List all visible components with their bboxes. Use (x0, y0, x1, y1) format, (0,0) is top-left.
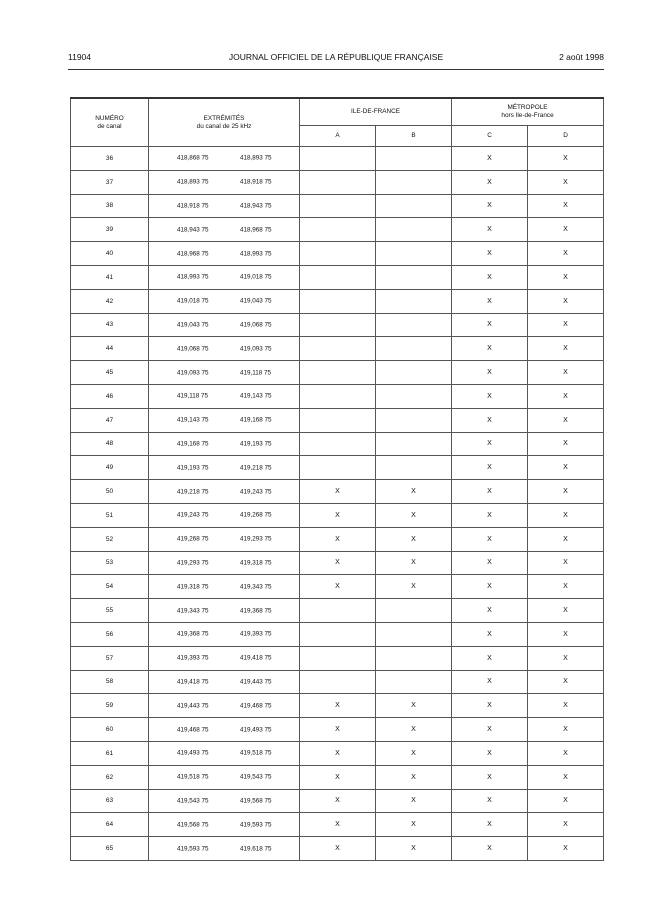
mark-d: X (528, 313, 604, 337)
mark-b (376, 313, 452, 337)
header-rule (68, 69, 604, 70)
mark-c: X (452, 361, 528, 385)
header-numero-line2: de canal (97, 122, 122, 130)
channel-number: 55 (71, 599, 149, 623)
header-numero (71, 98, 149, 147)
table-row (71, 789, 604, 813)
frequency-to: 419,493 75 (240, 726, 272, 734)
mark-c: X (452, 789, 528, 813)
channel-number: 44 (71, 337, 149, 361)
mark-c: X (452, 718, 528, 742)
channel-extremities (149, 456, 300, 480)
mark-b: X (376, 741, 452, 765)
mark-c: X (452, 194, 528, 218)
mark-b: X (376, 480, 452, 504)
mark-c: X (452, 289, 528, 313)
channel-number: 64 (71, 813, 149, 837)
frequency-to: 418,893 75 (240, 154, 272, 162)
mark-b: X (376, 527, 452, 551)
mark-a: X (300, 789, 376, 813)
table-row (71, 575, 604, 599)
channel-number: 36 (71, 147, 149, 171)
mark-c: X (452, 599, 528, 623)
mark-c: X (452, 741, 528, 765)
frequency-from: 419,568 75 (177, 821, 209, 829)
mark-c: X (452, 813, 528, 837)
mark-b: X (376, 503, 452, 527)
channel-extremities (149, 527, 300, 551)
channel-number: 63 (71, 789, 149, 813)
channel-extremities (149, 432, 300, 456)
channel-extremities (149, 813, 300, 837)
mark-c: X (452, 527, 528, 551)
channel-number: 58 (71, 670, 149, 694)
mark-d: X (528, 337, 604, 361)
mark-c: X (452, 456, 528, 480)
mark-b: X (376, 551, 452, 575)
mark-b (376, 384, 452, 408)
mark-d: X (528, 622, 604, 646)
table-row (71, 313, 604, 337)
table-row (71, 170, 604, 194)
mark-b (376, 170, 452, 194)
frequency-from: 419,293 75 (177, 559, 209, 567)
table-row (71, 147, 604, 171)
channel-extremities (149, 218, 300, 242)
frequency-from: 419,318 75 (177, 583, 209, 591)
table-body (71, 147, 604, 861)
mark-b (376, 408, 452, 432)
mark-a (300, 242, 376, 266)
channel-number: 43 (71, 313, 149, 337)
mark-c: X (452, 313, 528, 337)
frequency-from: 419,493 75 (177, 749, 209, 757)
frequency-to: 419,018 75 (240, 273, 272, 281)
table-row (71, 361, 604, 385)
mark-d: X (528, 527, 604, 551)
table-row (71, 837, 604, 861)
mark-d: X (528, 289, 604, 313)
channel-number: 42 (71, 289, 149, 313)
mark-b (376, 670, 452, 694)
mark-a: X (300, 741, 376, 765)
mark-b (376, 456, 452, 480)
mark-c: X (452, 218, 528, 242)
frequency-to: 419,218 75 (240, 464, 272, 472)
frequency-to: 419,593 75 (240, 821, 272, 829)
mark-c: X (452, 575, 528, 599)
mark-c: X (452, 837, 528, 861)
channel-number: 54 (71, 575, 149, 599)
mark-b (376, 337, 452, 361)
mark-d: X (528, 194, 604, 218)
frequency-to: 419,318 75 (240, 559, 272, 567)
mark-d: X (528, 789, 604, 813)
channel-extremities (149, 670, 300, 694)
mark-b (376, 218, 452, 242)
channel-number: 41 (71, 265, 149, 289)
mark-d: X (528, 813, 604, 837)
channel-extremities (149, 194, 300, 218)
mark-a: X (300, 575, 376, 599)
mark-a: X (300, 551, 376, 575)
channel-extremities (149, 480, 300, 504)
mark-b: X (376, 813, 452, 837)
table-row (71, 813, 604, 837)
table-row (71, 503, 604, 527)
mark-d: X (528, 218, 604, 242)
frequency-from: 419,443 75 (177, 702, 209, 710)
header-col-d: D (528, 126, 604, 147)
channel-number: 48 (71, 432, 149, 456)
header-extremites-line2: du canal de 25 kHz (196, 122, 252, 130)
frequency-to: 419,393 75 (240, 630, 272, 638)
table-row (71, 456, 604, 480)
frequency-from: 418,968 75 (177, 250, 209, 258)
channel-number: 57 (71, 646, 149, 670)
channel-number: 51 (71, 503, 149, 527)
frequency-from: 419,218 75 (177, 488, 209, 496)
channel-extremities (149, 289, 300, 313)
mark-a: X (300, 837, 376, 861)
mark-d: X (528, 265, 604, 289)
mark-a (300, 599, 376, 623)
mark-c: X (452, 265, 528, 289)
table-row (71, 551, 604, 575)
frequency-to: 418,993 75 (240, 250, 272, 258)
mark-b: X (376, 575, 452, 599)
frequency-from: 418,943 75 (177, 226, 209, 234)
table-row (71, 599, 604, 623)
header-ile-de-france: ILE-DE-FRANCE (300, 98, 452, 126)
table-row (71, 265, 604, 289)
mark-c: X (452, 765, 528, 789)
frequency-from: 419,243 75 (177, 511, 209, 519)
mark-a (300, 337, 376, 361)
table-header (71, 98, 604, 147)
frequency-to: 419,543 75 (240, 773, 272, 781)
header-col-a: A (300, 126, 376, 147)
frequency-from: 419,168 75 (177, 440, 209, 448)
frequency-from: 419,193 75 (177, 464, 209, 472)
mark-a (300, 147, 376, 171)
mark-c: X (452, 646, 528, 670)
mark-c: X (452, 551, 528, 575)
channel-number: 39 (71, 218, 149, 242)
channel-extremities (149, 313, 300, 337)
mark-a: X (300, 813, 376, 837)
frequency-from: 419,268 75 (177, 535, 209, 543)
mark-d: X (528, 170, 604, 194)
channel-extremities (149, 575, 300, 599)
channel-number: 47 (71, 408, 149, 432)
header-metropole (452, 98, 604, 126)
channel-extremities (149, 337, 300, 361)
mark-b (376, 432, 452, 456)
channel-extremities (149, 789, 300, 813)
frequency-from: 419,143 75 (177, 416, 209, 424)
channel-extremities (149, 242, 300, 266)
mark-d: X (528, 480, 604, 504)
header-col-b: B (376, 126, 452, 147)
frequency-from: 419,018 75 (177, 297, 209, 305)
mark-c: X (452, 480, 528, 504)
frequency-to: 419,468 75 (240, 702, 272, 710)
frequency-from: 419,593 75 (177, 845, 209, 852)
frequency-from: 419,518 75 (177, 773, 209, 781)
table-row (71, 432, 604, 456)
frequency-from: 419,043 75 (177, 321, 209, 329)
channel-number: 60 (71, 718, 149, 742)
channel-extremities (149, 384, 300, 408)
channel-number: 62 (71, 765, 149, 789)
table-row (71, 765, 604, 789)
table-row (71, 337, 604, 361)
mark-a: X (300, 480, 376, 504)
mark-d: X (528, 575, 604, 599)
mark-d: X (528, 408, 604, 432)
channel-number: 61 (71, 741, 149, 765)
mark-a (300, 170, 376, 194)
table-row (71, 646, 604, 670)
mark-a (300, 361, 376, 385)
channel-number: 49 (71, 456, 149, 480)
mark-a (300, 313, 376, 337)
mark-d: X (528, 384, 604, 408)
mark-c: X (452, 408, 528, 432)
mark-a (300, 408, 376, 432)
frequency-to: 419,043 75 (240, 297, 272, 305)
frequency-from: 418,918 75 (177, 202, 209, 210)
channel-number: 45 (71, 361, 149, 385)
table-row (71, 718, 604, 742)
mark-d: X (528, 147, 604, 171)
channel-number: 38 (71, 194, 149, 218)
frequency-from: 419,543 75 (177, 797, 209, 805)
mark-d: X (528, 599, 604, 623)
mark-c: X (452, 337, 528, 361)
frequency-from: 419,393 75 (177, 654, 209, 662)
frequency-to: 419,518 75 (240, 749, 272, 757)
mark-d: X (528, 503, 604, 527)
frequency-from: 419,068 75 (177, 345, 209, 353)
channel-extremities (149, 837, 300, 861)
mark-b: X (376, 694, 452, 718)
page-header (68, 52, 604, 66)
mark-b (376, 646, 452, 670)
mark-b: X (376, 765, 452, 789)
frequency-to: 419,418 75 (240, 654, 272, 662)
table-row (71, 194, 604, 218)
mark-b: X (376, 789, 452, 813)
mark-c: X (452, 503, 528, 527)
frequency-to: 419,093 75 (240, 345, 272, 353)
channel-extremities (149, 765, 300, 789)
mark-a: X (300, 694, 376, 718)
table-row (71, 242, 604, 266)
channel-number: 53 (71, 551, 149, 575)
header-numero-line1: NUMÉRO (95, 114, 124, 122)
frequency-to: 419,268 75 (240, 511, 272, 519)
mark-a (300, 289, 376, 313)
mark-b (376, 361, 452, 385)
channel-number: 40 (71, 242, 149, 266)
channel-extremities (149, 718, 300, 742)
frequency-to: 419,068 75 (240, 321, 272, 329)
channel-extremities (149, 147, 300, 171)
header-metropole-line2: hors Ile-de-France (501, 112, 554, 119)
table-row (71, 289, 604, 313)
page-number: 11904 (68, 52, 92, 62)
channel-extremities (149, 265, 300, 289)
table-row (71, 218, 604, 242)
channel-extremities (149, 741, 300, 765)
journal-title: JOURNAL OFFICIEL DE LA RÉPUBLIQUE FRANÇAISE (228, 52, 444, 62)
channel-number: 52 (71, 527, 149, 551)
mark-c: X (452, 384, 528, 408)
mark-a: X (300, 503, 376, 527)
mark-b: X (376, 718, 452, 742)
header-col-c: C (452, 126, 528, 147)
frequency-to: 419,168 75 (240, 416, 272, 424)
table-row (71, 622, 604, 646)
mark-c: X (452, 147, 528, 171)
mark-b (376, 289, 452, 313)
channel-number: 37 (71, 170, 149, 194)
table-row (71, 694, 604, 718)
mark-a (300, 456, 376, 480)
mark-d: X (528, 646, 604, 670)
mark-b (376, 622, 452, 646)
channel-number: 65 (71, 837, 149, 861)
channel-extremities (149, 646, 300, 670)
mark-d: X (528, 432, 604, 456)
channel-extremities (149, 551, 300, 575)
channel-extremities (149, 599, 300, 623)
mark-b (376, 147, 452, 171)
channel-extremities (149, 408, 300, 432)
channel-table (70, 97, 604, 861)
mark-c: X (452, 670, 528, 694)
mark-a (300, 384, 376, 408)
frequency-to: 419,243 75 (240, 488, 272, 496)
mark-b (376, 599, 452, 623)
mark-d: X (528, 361, 604, 385)
mark-c: X (452, 432, 528, 456)
mark-d: X (528, 551, 604, 575)
frequency-to: 419,568 75 (240, 797, 272, 805)
mark-a (300, 194, 376, 218)
mark-d: X (528, 670, 604, 694)
channel-number: 46 (71, 384, 149, 408)
mark-d: X (528, 242, 604, 266)
frequency-from: 419,418 75 (177, 678, 209, 686)
mark-b (376, 242, 452, 266)
mark-d: X (528, 718, 604, 742)
mark-a (300, 646, 376, 670)
mark-d: X (528, 837, 604, 861)
frequency-to: 418,918 75 (240, 178, 272, 186)
mark-d: X (528, 741, 604, 765)
mark-a: X (300, 765, 376, 789)
frequency-to: 419,368 75 (240, 607, 272, 615)
frequency-from: 418,893 75 (177, 178, 209, 186)
mark-b (376, 194, 452, 218)
channel-extremities (149, 694, 300, 718)
frequency-to: 418,943 75 (240, 202, 272, 210)
mark-a (300, 670, 376, 694)
channel-number: 56 (71, 622, 149, 646)
mark-c: X (452, 170, 528, 194)
channel-extremities (149, 622, 300, 646)
mark-a (300, 622, 376, 646)
mark-a (300, 432, 376, 456)
frequency-from: 419,093 75 (177, 369, 209, 377)
frequency-to: 419,343 75 (240, 583, 272, 591)
table-row (71, 480, 604, 504)
channel-number: 50 (71, 480, 149, 504)
frequency-to: 419,193 75 (240, 440, 272, 448)
frequency-to: 419,293 75 (240, 535, 272, 543)
frequency-to: 419,118 75 (240, 369, 272, 377)
frequency-from: 418,993 75 (177, 273, 209, 281)
mark-c: X (452, 694, 528, 718)
frequency-to: 419,443 75 (240, 678, 272, 686)
table-row (71, 384, 604, 408)
mark-c: X (452, 622, 528, 646)
mark-d: X (528, 765, 604, 789)
frequency-from: 418,868 75 (177, 154, 209, 162)
issue-date: 2 août 1998 (559, 52, 604, 62)
header-metropole-line1: MÉTROPOLE (507, 104, 548, 111)
mark-c: X (452, 242, 528, 266)
mark-a: X (300, 718, 376, 742)
channel-number: 59 (71, 694, 149, 718)
frequency-from: 419,118 75 (177, 392, 209, 400)
table-row (71, 741, 604, 765)
mark-b (376, 265, 452, 289)
frequency-from: 419,343 75 (177, 607, 209, 615)
channel-extremities (149, 170, 300, 194)
mark-a (300, 218, 376, 242)
frequency-to: 419,143 75 (240, 392, 272, 400)
header-extremites-line1: EXTRÉMITÉS (203, 114, 245, 122)
frequency-from: 419,468 75 (177, 726, 209, 734)
mark-b: X (376, 837, 452, 861)
table-row (71, 670, 604, 694)
mark-a: X (300, 527, 376, 551)
frequency-to: 419,618 75 (240, 845, 272, 852)
mark-d: X (528, 456, 604, 480)
channel-extremities (149, 503, 300, 527)
channel-extremities (149, 361, 300, 385)
frequency-from: 419,368 75 (177, 630, 209, 638)
mark-a (300, 265, 376, 289)
table-row (71, 527, 604, 551)
frequency-to: 418,968 75 (240, 226, 272, 234)
header-extremites (149, 98, 300, 147)
table-row (71, 408, 604, 432)
mark-d: X (528, 694, 604, 718)
